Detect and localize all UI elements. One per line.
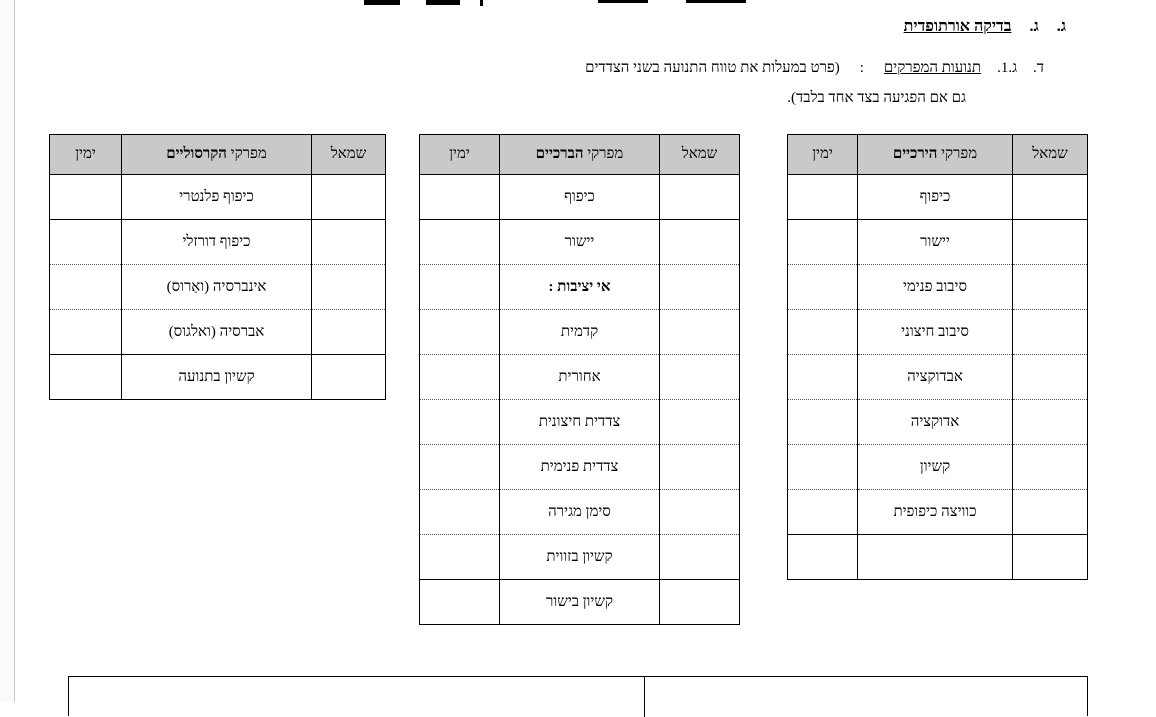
table-row bbox=[420, 220, 740, 265]
table-body bbox=[420, 175, 740, 625]
cell-right-value[interactable] bbox=[50, 175, 122, 220]
cell-left-value[interactable] bbox=[660, 355, 740, 400]
header-left: שמאל bbox=[1013, 135, 1088, 175]
table-row bbox=[788, 535, 1088, 580]
cell-left-value[interactable] bbox=[660, 490, 740, 535]
cell-left-value[interactable] bbox=[1013, 355, 1088, 400]
table-row bbox=[50, 175, 386, 220]
cell-right-value[interactable] bbox=[420, 310, 500, 355]
table-body bbox=[50, 175, 386, 400]
table-row bbox=[788, 310, 1088, 355]
table-header-row bbox=[50, 135, 386, 175]
table-row bbox=[788, 490, 1088, 535]
cell-right-value[interactable] bbox=[420, 535, 500, 580]
cell-left-value[interactable] bbox=[312, 310, 386, 355]
cell-label: כיפוף דורזלי bbox=[122, 220, 312, 265]
header-title bbox=[500, 135, 660, 175]
cell-right-value[interactable] bbox=[788, 175, 858, 220]
cell-label: סיבוב חיצוני bbox=[858, 310, 1013, 355]
cell-left-value[interactable] bbox=[1013, 400, 1088, 445]
cell-label: אדוקציה bbox=[858, 400, 1013, 445]
cell-left-value[interactable] bbox=[1013, 220, 1088, 265]
header-left: שמאל bbox=[660, 135, 740, 175]
header-title bbox=[122, 135, 312, 175]
cell-right-value[interactable] bbox=[420, 175, 500, 220]
subsection-instruction-line1: (פרט במעלות את טווח התנועה בשני הצדדים bbox=[585, 60, 840, 76]
table-row bbox=[50, 355, 386, 400]
table-knee-joints bbox=[419, 134, 740, 625]
cell-left-value[interactable] bbox=[1013, 265, 1088, 310]
section-heading bbox=[904, 18, 1066, 36]
header-right: ימין bbox=[420, 135, 500, 175]
cell-left-value[interactable] bbox=[660, 400, 740, 445]
cell-right-value[interactable] bbox=[788, 535, 858, 580]
cell-right-value[interactable] bbox=[420, 355, 500, 400]
cell-label: כיפוף bbox=[858, 175, 1013, 220]
cell-right-value[interactable] bbox=[50, 265, 122, 310]
table-row bbox=[420, 265, 740, 310]
cell-right-value[interactable] bbox=[788, 490, 858, 535]
cell-right-value[interactable] bbox=[788, 310, 858, 355]
table-row bbox=[420, 490, 740, 535]
cell-label: קשיון בתנועה bbox=[122, 355, 312, 400]
cell-right-value[interactable] bbox=[420, 490, 500, 535]
cell-left-value[interactable] bbox=[660, 310, 740, 355]
header-right: ימין bbox=[788, 135, 858, 175]
cell-left-value[interactable] bbox=[660, 535, 740, 580]
cell-left-value[interactable] bbox=[660, 175, 740, 220]
section-title: בדיקה אורתופדית bbox=[903, 18, 1012, 35]
table-ankle-joints bbox=[49, 134, 386, 400]
next-table-partial bbox=[68, 676, 1088, 716]
header-title-bold: הברכיים bbox=[535, 146, 584, 162]
header-title-bold: הקרסוליים bbox=[166, 146, 227, 162]
header-title-prefix: מפרקי bbox=[941, 146, 978, 162]
header-left: שמאל bbox=[312, 135, 386, 175]
cell-right-value[interactable] bbox=[788, 220, 858, 265]
cell-right-value[interactable] bbox=[420, 265, 500, 310]
table-row bbox=[420, 355, 740, 400]
cell-label: אבדוקציה bbox=[858, 355, 1013, 400]
subsection-label: תנועות המפרקים bbox=[883, 60, 982, 76]
cell-label: קשיון בזווית bbox=[500, 535, 660, 580]
table-header-row bbox=[420, 135, 740, 175]
cell-label: קדמית bbox=[500, 310, 660, 355]
table-row bbox=[50, 220, 386, 265]
cell-right-value[interactable] bbox=[788, 445, 858, 490]
cell-right-value[interactable] bbox=[50, 220, 122, 265]
cell-left-value[interactable] bbox=[660, 445, 740, 490]
section-marker-inner: ג. bbox=[1029, 18, 1039, 35]
cell-label: צדדית פנימית bbox=[500, 445, 660, 490]
cell-label: קשיון bbox=[858, 445, 1013, 490]
section-marker-outer: ג. bbox=[1056, 18, 1066, 35]
cell-left-value[interactable] bbox=[1013, 445, 1088, 490]
cell-left-value[interactable] bbox=[660, 265, 740, 310]
cell-right-value[interactable] bbox=[420, 580, 500, 625]
table-hip-joints bbox=[787, 134, 1088, 580]
cell-label: קשיון בישור bbox=[500, 580, 660, 625]
table-row bbox=[420, 580, 740, 625]
table-row bbox=[788, 175, 1088, 220]
cell-label bbox=[858, 535, 1013, 580]
cell-left-value[interactable] bbox=[1013, 535, 1088, 580]
cell-left-value[interactable] bbox=[312, 265, 386, 310]
cell-label: כוויצה כיפופית bbox=[858, 490, 1013, 535]
cell-right-value[interactable] bbox=[788, 400, 858, 445]
table-row bbox=[788, 265, 1088, 310]
cell-label: כיפוף פלנטרי bbox=[122, 175, 312, 220]
cell-label: אברסיה (ואלגוס) bbox=[122, 310, 312, 355]
cell-right-value[interactable] bbox=[788, 355, 858, 400]
table-body bbox=[788, 175, 1088, 580]
cell-label: יישור bbox=[500, 220, 660, 265]
subsection-instruction-line2: גם אם הפגיעה בצד אחד בלבד). bbox=[787, 90, 966, 106]
table-row bbox=[420, 175, 740, 220]
cell-right-value[interactable] bbox=[50, 355, 122, 400]
cell-right-value[interactable] bbox=[420, 220, 500, 265]
cell-left-value[interactable] bbox=[1013, 490, 1088, 535]
table-row bbox=[420, 310, 740, 355]
header-title bbox=[858, 135, 1013, 175]
cell-label: אחורית bbox=[500, 355, 660, 400]
subsection-marker: ד. bbox=[1033, 60, 1044, 76]
cell-label: כיפוף bbox=[500, 175, 660, 220]
cell-left-value[interactable] bbox=[660, 580, 740, 625]
cell-right-value[interactable] bbox=[420, 445, 500, 490]
page-left-margin bbox=[0, 0, 15, 702]
header-title-prefix: מפרקי bbox=[230, 146, 267, 162]
cell-left-value[interactable] bbox=[312, 355, 386, 400]
next-table-column-divider bbox=[644, 677, 645, 717]
cell-label: אי יציבות : bbox=[500, 265, 660, 310]
table-row bbox=[50, 310, 386, 355]
subsection-colon: : bbox=[859, 60, 864, 76]
table-header-row bbox=[788, 135, 1088, 175]
cell-label: סימן מגירה bbox=[500, 490, 660, 535]
cell-left-value[interactable] bbox=[312, 220, 386, 265]
cell-right-value[interactable] bbox=[420, 400, 500, 445]
subsection-number: ג.1. bbox=[997, 60, 1018, 76]
table-row bbox=[788, 355, 1088, 400]
table-row bbox=[420, 535, 740, 580]
cell-left-value[interactable] bbox=[1013, 310, 1088, 355]
cell-label: אינברסיה (ואַרוס) bbox=[122, 265, 312, 310]
table-row bbox=[788, 220, 1088, 265]
cell-right-value[interactable] bbox=[50, 310, 122, 355]
header-title-prefix: מפרקי bbox=[587, 146, 624, 162]
table-row bbox=[420, 445, 740, 490]
cell-label: סיבוב פנימי bbox=[858, 265, 1013, 310]
table-row bbox=[788, 400, 1088, 445]
table-row bbox=[788, 445, 1088, 490]
table-row bbox=[50, 265, 386, 310]
subsection-heading bbox=[585, 60, 1044, 77]
header-title-bold: הירכיים bbox=[892, 146, 938, 162]
cell-left-value[interactable] bbox=[1013, 175, 1088, 220]
cell-left-value[interactable] bbox=[312, 175, 386, 220]
table-row bbox=[420, 400, 740, 445]
cut-off-text-above bbox=[330, 0, 850, 10]
cell-left-value[interactable] bbox=[660, 220, 740, 265]
header-right: ימין bbox=[50, 135, 122, 175]
cell-label: יישור bbox=[858, 220, 1013, 265]
cell-right-value[interactable] bbox=[788, 265, 858, 310]
cell-label: צדדית חיצונית bbox=[500, 400, 660, 445]
